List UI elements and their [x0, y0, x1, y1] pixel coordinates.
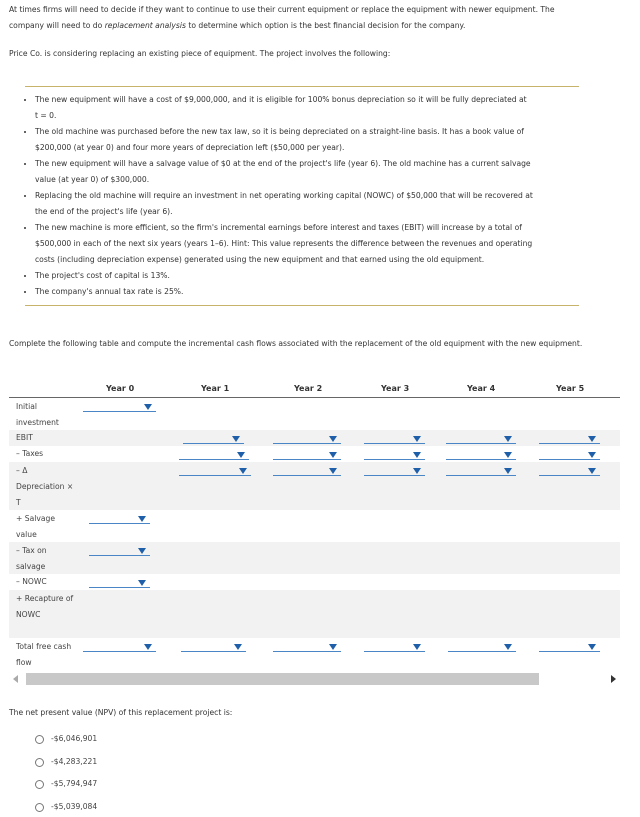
bullet-nowc: • Replacing the old machine will require an investment in net operating working capital (NOWC) of $50,000 that will be recovered at the end of the project's life (year 6).: [35, 188, 583, 220]
radio-button[interactable]: [35, 803, 44, 812]
replacement-analysis-term: replacement analysis: [104, 21, 186, 30]
chevron-down-icon: [144, 644, 152, 650]
intro-line-1: At times firms will need to decide if they want to continue to use their current equipment or replace the equipment with newer equipment. The: [9, 5, 555, 14]
bullet-salvage-values: • The new equipment will have a salvage value of $0 at the end of the project's life (year 6). The old machine has a current salvage value (at year 0) of $300,000.: [35, 156, 583, 188]
row-recapture-nowc: [9, 590, 620, 638]
dropdown-ebit-y1[interactable]: [183, 433, 244, 444]
chevron-down-icon: [239, 468, 247, 474]
dropdown-total-fcf-y3[interactable]: [364, 641, 425, 652]
chevron-down-icon: [329, 644, 337, 650]
chevron-down-icon: [413, 468, 421, 474]
dropdown-ebit-y3[interactable]: [364, 433, 425, 444]
dropdown-total-fcf-y2[interactable]: [273, 641, 341, 652]
dropdown-tax-on-salvage-y0[interactable]: [89, 545, 150, 556]
dropdown-total-fcf-y0[interactable]: [83, 641, 156, 652]
radio-button[interactable]: [35, 758, 44, 767]
row-label: – Δ Depreciation × T: [16, 466, 74, 507]
dropdown-nowc-y0[interactable]: [89, 577, 150, 588]
chevron-down-icon: [588, 468, 596, 474]
row-label: Total free cash flow: [16, 642, 72, 667]
dropdown-depreciation-tax-y5[interactable]: [539, 465, 600, 476]
chevron-down-icon: [413, 436, 421, 442]
dropdown-depreciation-tax-y1[interactable]: [179, 465, 251, 476]
npv-option-4[interactable]: -$5,039,084: [35, 800, 97, 814]
bullet-cost-of-capital: • The project's cost of capital is 13%.: [35, 268, 583, 284]
chevron-down-icon: [138, 548, 146, 554]
row-label: EBIT: [16, 433, 33, 442]
dropdown-depreciation-tax-y2[interactable]: [273, 465, 341, 476]
chevron-down-icon: [329, 436, 337, 442]
chevron-down-icon: [588, 452, 596, 458]
row-label: – Taxes: [16, 449, 44, 458]
row-label: – NOWC: [16, 577, 47, 586]
radio-button[interactable]: [35, 780, 44, 789]
npv-option-3[interactable]: -$5,794,947: [35, 777, 97, 791]
row-label: + Recapture of NOWC: [16, 594, 74, 619]
header-year-4: Year 4: [467, 384, 496, 393]
chevron-down-icon: [138, 580, 146, 586]
dropdown-taxes-y4[interactable]: [446, 449, 516, 460]
dropdown-depreciation-tax-y4[interactable]: [446, 465, 516, 476]
scrollbar-thumb[interactable]: [26, 673, 539, 685]
chevron-down-icon: [504, 436, 512, 442]
dropdown-taxes-y5[interactable]: [539, 449, 600, 460]
dropdown-initial-investment-y0[interactable]: [83, 401, 156, 412]
bullet-new-equipment-cost: • The new equipment will have a cost of $9,000,000, and it is eligible for 100% bonus depreciation so it will be fully depreciated at t = 0.: [35, 92, 583, 124]
chevron-down-icon: [413, 644, 421, 650]
chevron-down-icon: [138, 516, 146, 522]
header-year-3: Year 3: [381, 384, 410, 393]
scroll-left-arrow-icon[interactable]: [13, 675, 18, 683]
intro-line-2: company will need to do replacement analysis to determine which option is the best financial decision for the company.: [9, 21, 466, 30]
dropdown-salvage-value-y0[interactable]: [89, 513, 150, 524]
table-horizontal-scrollbar[interactable]: [9, 673, 620, 685]
chevron-down-icon: [504, 644, 512, 650]
intro-line-3: Price Co. is considering replacing an existing piece of equipment. The project involves the following:: [9, 49, 391, 58]
chevron-down-icon: [237, 452, 245, 458]
chevron-down-icon: [413, 452, 421, 458]
project-details-list: [23, 92, 583, 300]
dropdown-depreciation-tax-y3[interactable]: [364, 465, 425, 476]
chevron-down-icon: [234, 644, 242, 650]
dropdown-taxes-y2[interactable]: [273, 449, 341, 460]
dropdown-ebit-y5[interactable]: [539, 433, 600, 444]
row-label: – Tax on salvage: [16, 546, 47, 571]
bullet-tax-rate: • The company's annual tax rate is 25%.: [35, 284, 583, 300]
row-label: + Salvage value: [16, 514, 55, 539]
dropdown-taxes-y1[interactable]: [179, 449, 249, 460]
chevron-down-icon: [504, 452, 512, 458]
chevron-down-icon: [588, 644, 596, 650]
dropdown-total-fcf-y1[interactable]: [181, 641, 246, 652]
bullet-box-bottom-border: [25, 305, 579, 306]
bullet-ebit: • The new machine is more efficient, so the firm's incremental earnings before interest and taxes (EBIT) will increase by a total of $500,000 in each of the next six years (years 1–6). Hint: This value represents the difference between the revenues and operating costs (including depreciation expense) generated using the new equipment and that earned using the old equipment.: [35, 220, 583, 268]
bullet-box-top-border: [25, 86, 579, 87]
header-year-0: Year 0: [106, 384, 135, 393]
header-year-2: Year 2: [294, 384, 323, 393]
dropdown-taxes-y3[interactable]: [364, 449, 425, 460]
row-label: Initial investment: [16, 402, 59, 427]
npv-question: The net present value (NPV) of this replacement project is:: [9, 708, 233, 717]
dropdown-total-fcf-y5[interactable]: [539, 641, 600, 652]
chevron-down-icon: [329, 452, 337, 458]
scroll-right-arrow-icon[interactable]: [611, 675, 616, 683]
chevron-down-icon: [232, 436, 240, 442]
dropdown-ebit-y2[interactable]: [273, 433, 341, 444]
table-instruction: Complete the following table and compute the incremental cash flows associated with the replacement of the old equipment with the new equipment.: [9, 339, 583, 348]
chevron-down-icon: [504, 468, 512, 474]
chevron-down-icon: [144, 404, 152, 410]
header-year-1: Year 1: [201, 384, 230, 393]
npv-option-1[interactable]: -$6,046,901: [35, 732, 97, 746]
chevron-down-icon: [588, 436, 596, 442]
header-year-5: Year 5: [556, 384, 585, 393]
radio-button[interactable]: [35, 735, 44, 744]
chevron-down-icon: [329, 468, 337, 474]
dropdown-ebit-y4[interactable]: [446, 433, 516, 444]
npv-option-2[interactable]: -$4,283,221: [35, 755, 97, 769]
bullet-old-machine-depreciation: • The old machine was purchased before the new tax law, so it is being depreciated on a straight-line basis. It has a book value of $200,000 (at year 0) and four more years of depreciation left ($50,000 per year).: [35, 124, 583, 156]
dropdown-total-fcf-y4[interactable]: [448, 641, 516, 652]
